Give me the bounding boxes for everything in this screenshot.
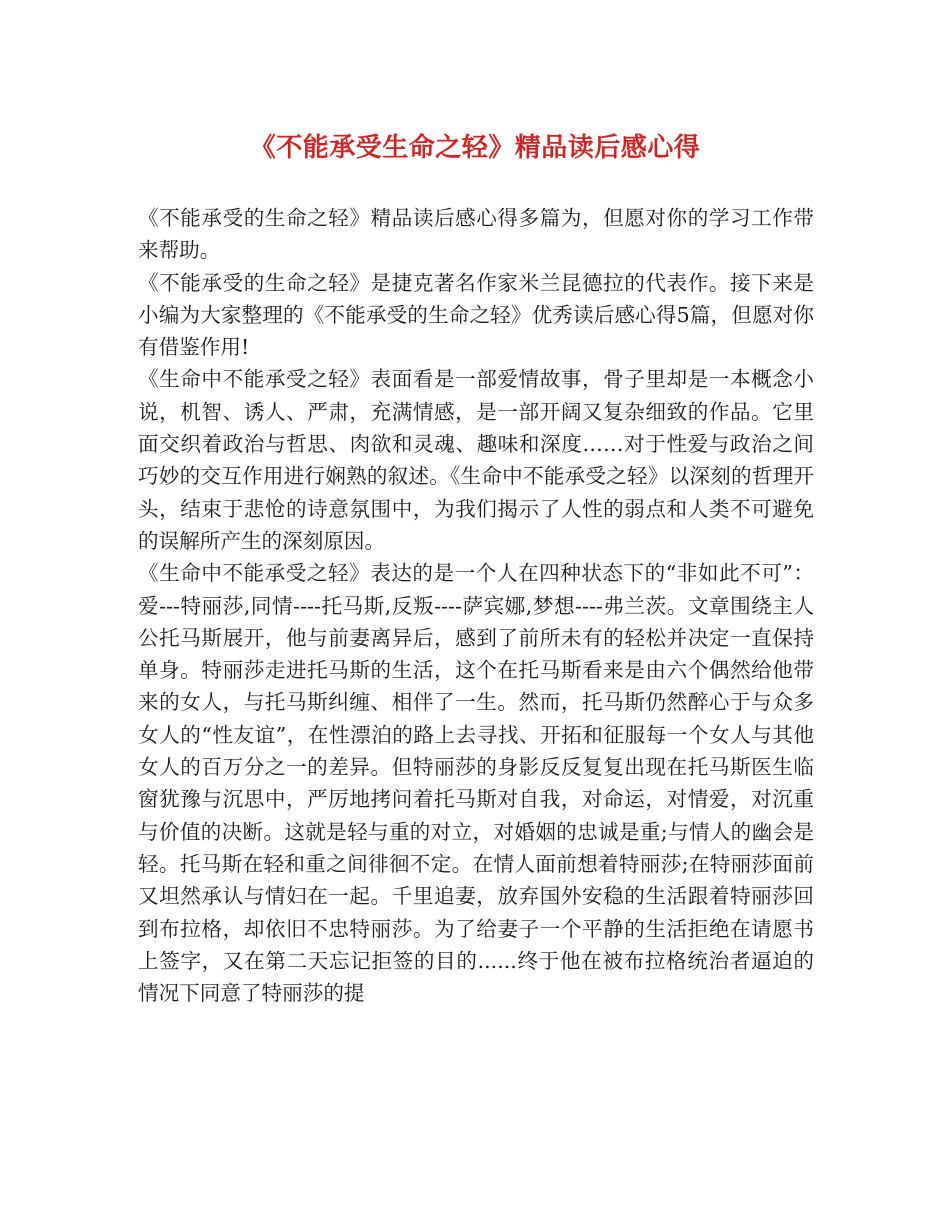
document-body: [138, 202, 814, 1009]
paragraph-summary: 《生命中不能承受之轻》表面看是一部爱情故事，骨子里却是一本概念小说，机智、诱人、严肃，充满情感，是一部开阔又复杂细致的作品。它里面交织着政治与哲思、肉欲和灵魂、趣味和深度……对于性爱与政治之间巧妙的交互作用进行娴熟的叙述。《生命中不能承受之轻》以深刻的哲理开头，结束于悲怆的诗意氛围中，为我们揭示了人性的弱点和人类不可避免的误解所产生的深刻原因。: [138, 367, 814, 553]
paragraph-author: 《不能承受的生命之轻》是捷克著名作家米兰昆德拉的代表作。接下来是小编为大家整理的《不能承受的生命之轻》优秀读后感心得5篇，但愿对你有借鉴作用!: [138, 270, 814, 360]
paragraph-analysis: 《生命中不能承受之轻》表达的是一个人在四种状态下的“非如此不可”：爱---特丽莎,同情----托马斯,反叛----萨宾娜,梦想----弗兰茨。文章围绕主人公托马斯展开，他与前妻离异后，感到了前所未有的轻松并决定一直保持单身。特丽莎走进托马斯的生活，这个在托马斯看来是由六个偶然给他带来的女人，与托马斯纠缠、相伴了一生。然而，托马斯仍然醉心于与众多女人的“性友谊”，在性漂泊的路上去寻找、开拓和征服每一个女人与其他女人的百万分之一的差异。但特丽莎的身影反反复复出现在托马斯医生临窗犹豫与沉思中，严厉地拷问着托马斯对自我，对命运，对情爱，对沉重与价值的决断。这就是轻与重的对立，对婚姻的忠诚是重;与情人的幽会是轻。托马斯在轻和重之间徘徊不定。在情人面前想着特丽莎;在特丽莎面前又坦然承认与情妇在一起。千里追妻，放弃国外安稳的生活跟着特丽莎回到布拉格，却依旧不忠特丽莎。为了给妻子一个平静的生活拒绝在请愿书上签字，又在第二天忘记拒签的目的......终于他在被布拉格统治者逼迫的情况下同意了特丽莎的提: [138, 561, 814, 1006]
document-title: 《不能承受生命之轻》精品读后感心得: [249, 133, 701, 163]
paragraph-intro: 《不能承受的生命之轻》精品读后感心得多篇为，但愿对你的学习工作带来帮助。: [138, 206, 814, 263]
